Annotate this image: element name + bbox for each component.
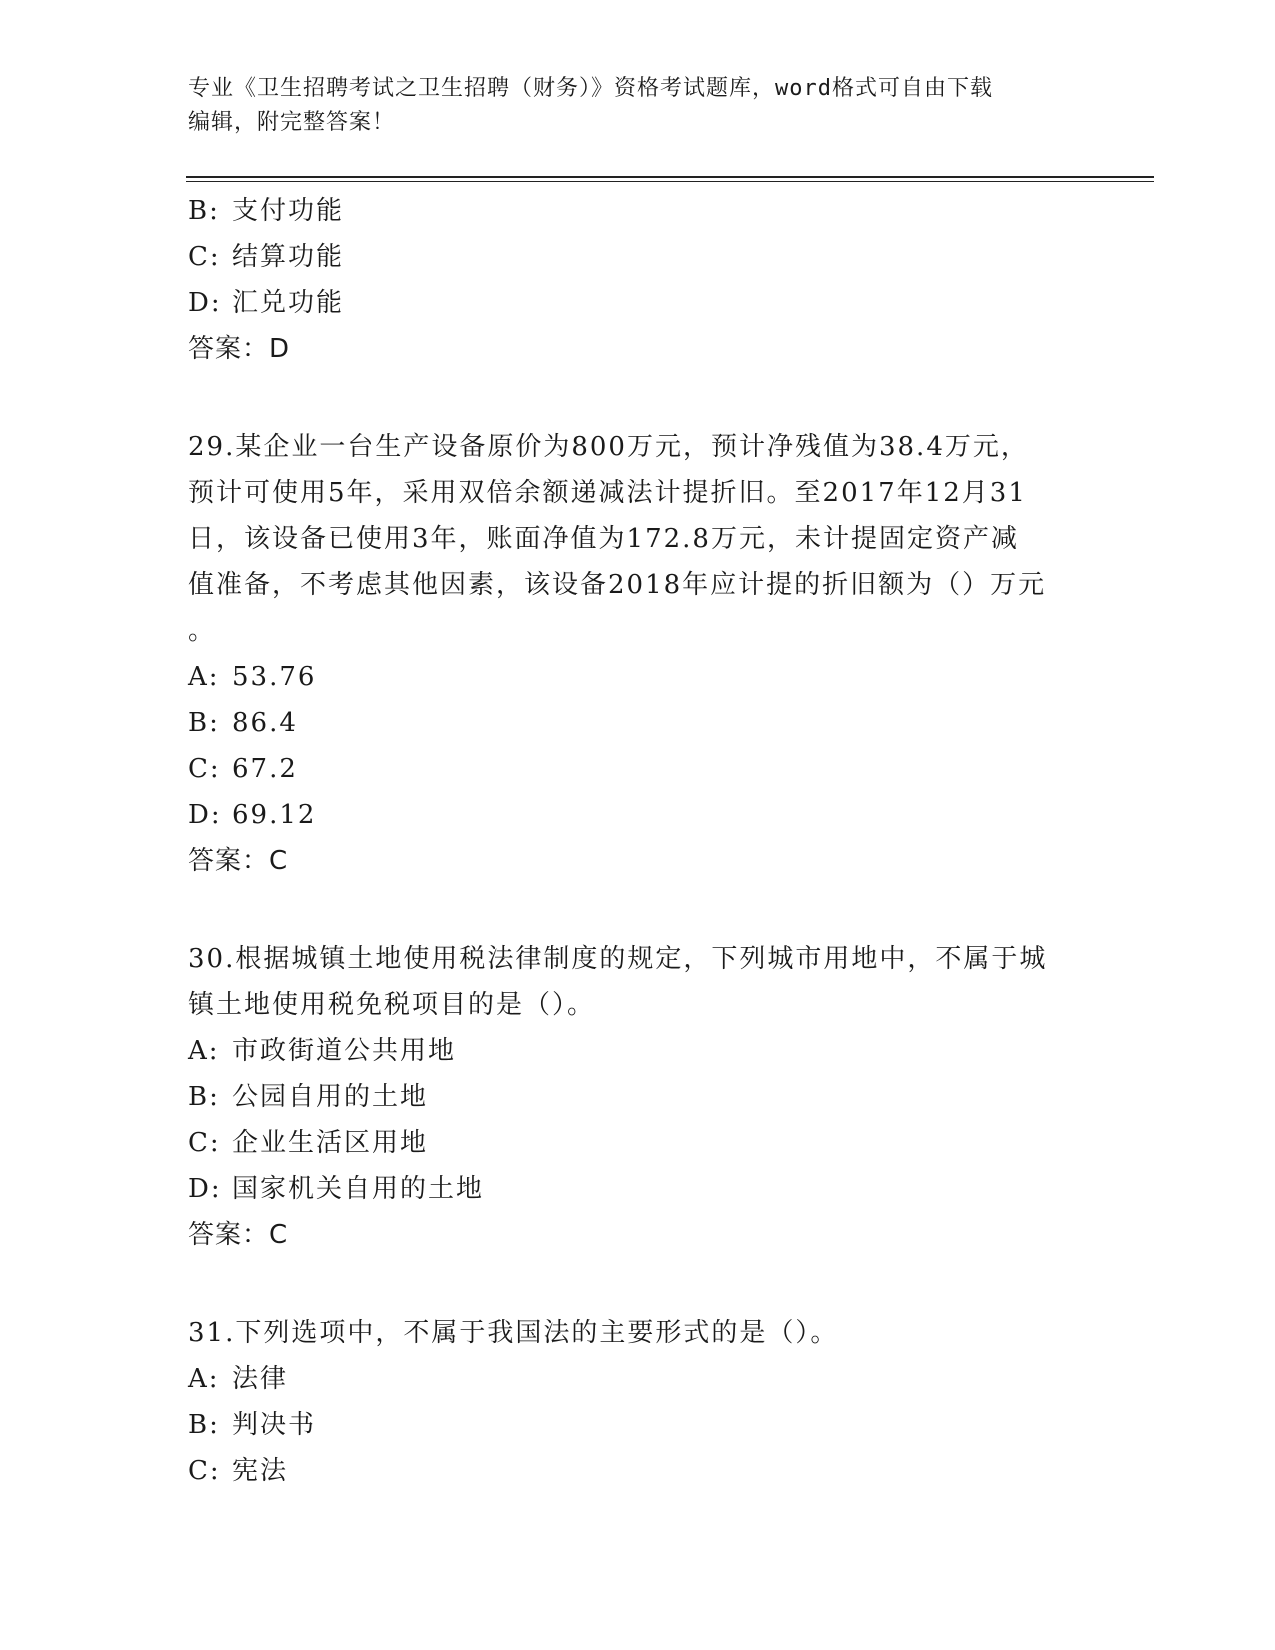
- question-28-tail: [188, 188, 1088, 372]
- spacer: [188, 1258, 1088, 1310]
- option-text: 企业生活区用地: [232, 1128, 429, 1158]
- option-a: [188, 654, 1088, 700]
- option-label: C:: [188, 754, 221, 784]
- option-b: [188, 1402, 1088, 1448]
- header-rule-thick: [186, 176, 1154, 178]
- option-label: D:: [188, 288, 222, 318]
- option-text: 法律: [232, 1364, 289, 1394]
- option-text: 86.4: [232, 708, 298, 738]
- option-text: 67.2: [232, 754, 298, 784]
- option-label: C:: [188, 242, 221, 272]
- option-text: 宪法: [232, 1456, 289, 1486]
- option-text: 69.12: [232, 800, 317, 830]
- answer-line: 答案：D: [188, 334, 291, 364]
- option-label: A:: [188, 662, 220, 692]
- question-content: [188, 188, 1088, 1494]
- answer-line: 答案：C: [188, 1220, 289, 1250]
- question-text-line: 30.根据城镇土地使用税法律制度的规定，下列城市用地中，不属于城: [188, 944, 1048, 974]
- option-label: B:: [188, 1082, 220, 1112]
- option-text: 公园自用的土地: [232, 1082, 429, 1112]
- question-text-line: 值准备，不考虑其他因素，该设备2018年应计提的折旧额为（）万元: [188, 570, 1047, 600]
- header-rule-thin: [186, 181, 1154, 182]
- option-b: [188, 1074, 1088, 1120]
- option-label: C:: [188, 1456, 221, 1486]
- option-b: [188, 700, 1088, 746]
- option-text: 53.76: [232, 662, 317, 692]
- option-c: [188, 746, 1088, 792]
- header-line-2: 编辑，附完整答案！: [188, 110, 396, 135]
- option-b: [188, 188, 1088, 234]
- option-c: [188, 1120, 1088, 1166]
- option-d: [188, 1166, 1088, 1212]
- option-text: 市政街道公共用地: [232, 1036, 457, 1066]
- question-text-line: 预计可使用5年，采用双倍余额递减法计提折旧。至2017年12月31: [188, 478, 1027, 508]
- question-29: [188, 424, 1088, 884]
- option-text: 结算功能: [232, 242, 345, 272]
- option-text: 判决书: [232, 1410, 317, 1440]
- option-d: [188, 280, 1088, 326]
- option-d: [188, 792, 1088, 838]
- option-c: [188, 234, 1088, 280]
- option-label: B:: [188, 708, 220, 738]
- option-a: [188, 1356, 1088, 1402]
- question-text-line: 。: [188, 616, 217, 646]
- question-text-line: 29.某企业一台生产设备原价为800万元，预计净残值为38.4万元，: [188, 432, 1029, 462]
- question-text-line: 镇土地使用税免税项目的是（）。: [188, 990, 596, 1020]
- question-30: [188, 936, 1088, 1258]
- option-label: B:: [188, 196, 220, 226]
- question-31: [188, 1310, 1088, 1494]
- option-a: [188, 1028, 1088, 1074]
- option-c: [188, 1448, 1088, 1494]
- option-label: A:: [188, 1036, 220, 1066]
- option-label: A:: [188, 1364, 220, 1394]
- spacer: [188, 372, 1088, 424]
- header-line-1: 专业《卫生招聘考试之卫生招聘（财务）》资格考试题库，word格式可自由下载: [188, 76, 993, 101]
- document-header: [188, 72, 1068, 140]
- option-label: D:: [188, 1174, 222, 1204]
- question-text-line: 日，该设备已使用3年，账面净值为172.8万元，未计提固定资产减: [188, 524, 1019, 554]
- spacer: [188, 884, 1088, 936]
- option-text: 国家机关自用的土地: [232, 1174, 485, 1204]
- option-text: 汇兑功能: [232, 288, 345, 318]
- option-label: C:: [188, 1128, 221, 1158]
- answer-line: 答案：C: [188, 846, 289, 876]
- option-label: D:: [188, 800, 222, 830]
- option-label: B:: [188, 1410, 220, 1440]
- question-text-line: 31.下列选项中，不属于我国法的主要形式的是（）。: [188, 1318, 839, 1348]
- option-text: 支付功能: [232, 196, 345, 226]
